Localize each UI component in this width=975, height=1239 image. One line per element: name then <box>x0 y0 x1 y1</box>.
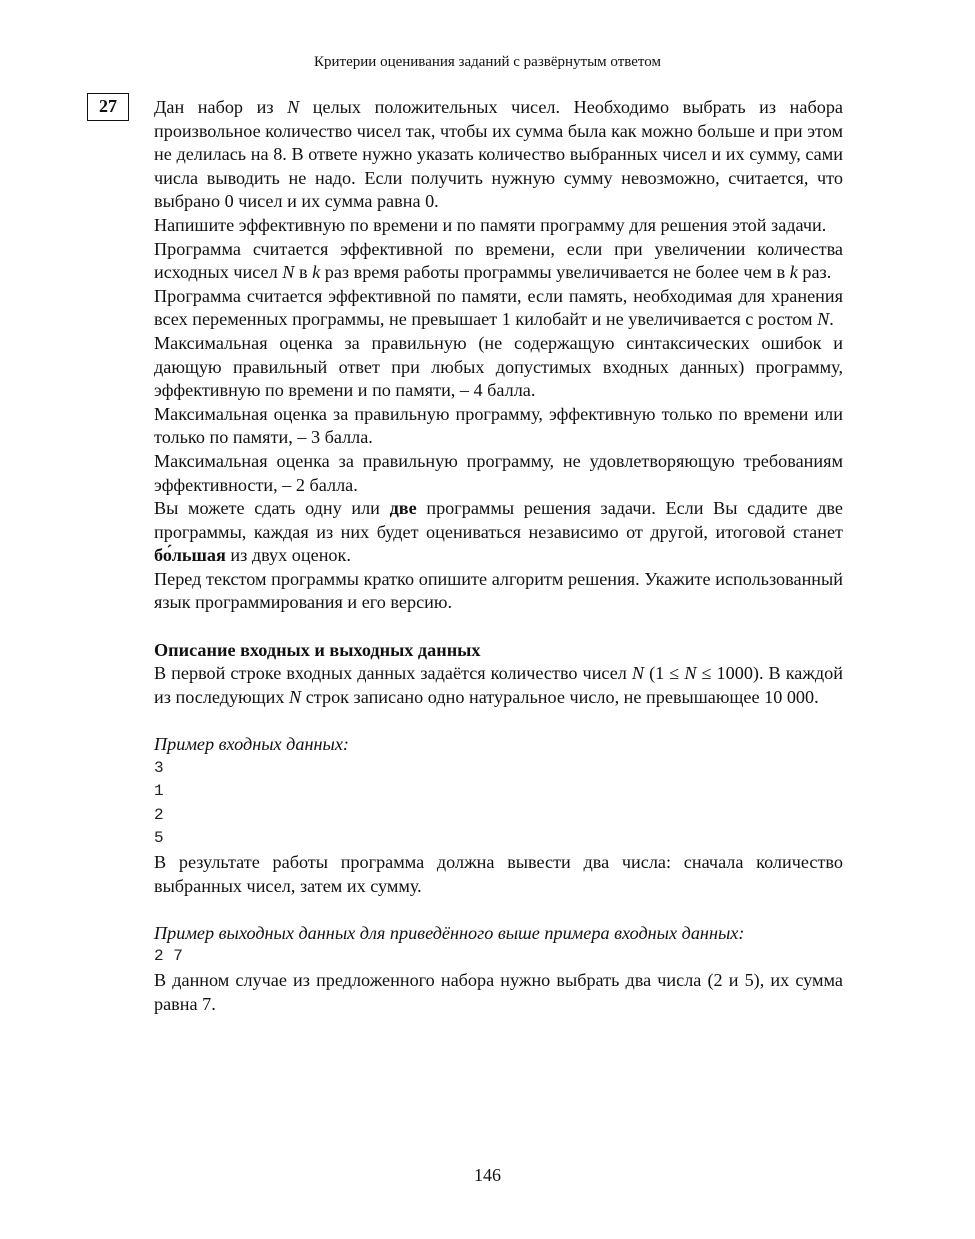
io-description: В первой строке входных данных задаётся количество чисел N (1 ≤ N ≤ 1000). В каждой из последующих N строк записано одно натуральное число, не превышающее 10 000. <box>154 663 844 707</box>
task-paragraph-8: Вы можете сдать одну или две программы решения задачи. Если Вы сдадите две программы, каждая из них будет оцениваться независимо от другой, итоговой станет бо́льшая из двух оценок. <box>154 498 843 566</box>
spacer <box>154 709 843 733</box>
output-example-label: Пример выходных данных для приведённого выше примера входных данных: <box>154 922 745 943</box>
task-paragraph-1: Дан набор из N целых положительных чисел. Необходимо выбрать из набора произвольное количество чисел так, чтобы их сумма была как можно больше и при этом не делилась на 8. В ответе нужно указать количество выбранных чисел и их сумму, сами числа выводить не надо. Если получить нужную сумму невозможно, считается, что выбрано 0 чисел и их сумма равна 0. <box>154 97 843 212</box>
page-header: Критерии оценивания заданий с развёрнутым ответом <box>314 54 661 70</box>
page-number: 146 <box>474 1165 501 1185</box>
task-paragraph-6: Максимальная оценка за правильную программу, эффективную только по времени или только по памяти, – 3 балла. <box>154 403 843 448</box>
input-example-label: Пример входных данных: <box>154 734 349 755</box>
task-paragraph-9: Перед текстом программы кратко опишите алгоритм решения. Укажите использованный язык программирования и его версию. <box>154 568 843 613</box>
output-example-value: 2 7 <box>154 947 183 966</box>
output-description: В результате работы программа должна вывести два числа: сначала количество выбранных чисел, затем их сумму. <box>154 852 843 896</box>
input-example-line: 3 <box>154 758 164 777</box>
task-paragraph-5: Максимальная оценка за правильную (не содержащую синтаксических ошибок и дающую правильный ответ при любых допустимых входных данных) программу, эффективную по времени и по памяти, – 4 балла. <box>154 332 843 401</box>
task-paragraph-7: Максимальная оценка за правильную программу, не удовлетворяющую требованиям эффективности, – 2 балла. <box>154 450 843 495</box>
task-content <box>154 96 843 1016</box>
example-explanation: В данном случае из предложенного набора нужно выбрать два числа (2 и 5), их сумма равна 7. <box>154 969 843 1014</box>
io-section-title: Описание входных и выходных данных <box>154 639 481 660</box>
input-example-line: 2 <box>154 805 164 824</box>
input-example-line: 1 <box>154 782 164 801</box>
task-paragraph-4: Программа считается эффективной по памяти, если память, необходимая для хранения всех переменных программы, не превышает 1 килобайт и не увеличивается с ростом N. <box>154 285 843 330</box>
task-paragraph-2: Напишите эффективную по времени и по памяти программу для решения этой задачи. <box>154 214 827 235</box>
input-example-line: 5 <box>154 829 164 848</box>
spacer <box>154 615 843 639</box>
task-paragraph-3: Программа считается эффективной по времени, если при увеличении количества исходных чисел N в k раз время работы программы увеличивается не более чем в k раз. <box>154 238 843 283</box>
spacer <box>154 898 843 922</box>
task-number-box: 27 <box>87 93 129 121</box>
